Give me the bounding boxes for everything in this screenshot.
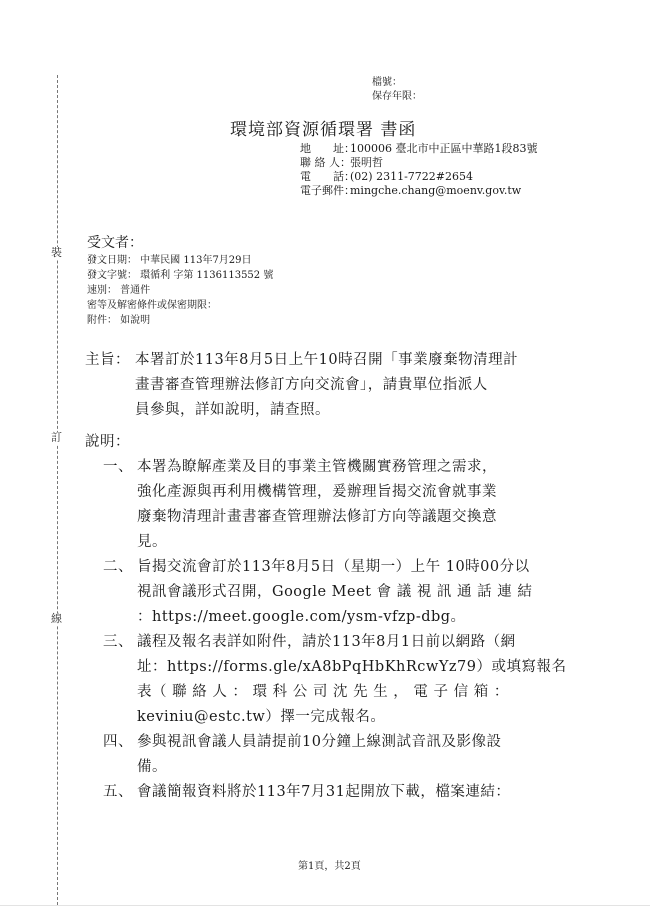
phone-value: (02) 2311-7722#2654 xyxy=(350,170,473,183)
item-line: 議程及報名表詳如附件，請於113年8月1日前以網路（網 xyxy=(137,634,516,650)
email-value: mingche.chang@moenv.gov.tw xyxy=(350,184,522,197)
email-row xyxy=(300,184,537,198)
contact-person-row xyxy=(300,156,537,170)
item-line: 視訊會議形式召開，Google Meet 會 議 視 訊 通 話 連 結 xyxy=(137,584,533,600)
binding-line xyxy=(57,75,58,905)
secrecy-class: 密等及解密條件或保密期限： xyxy=(87,300,217,311)
subject-line: 員參與，詳如說明，請查照。 xyxy=(135,402,330,418)
item-line: 旨揭交流會訂於113年8月5日（星期一）上午 10時00分以 xyxy=(137,559,530,575)
subject-line: 本署訂於113年8月5日上午10時召開「事業廢棄物清理計 xyxy=(135,352,519,368)
phone-label: 電 話： xyxy=(300,170,355,183)
binding-char-bottom: 線 xyxy=(51,612,62,625)
issue-date: 發文日期： 中華民國 113年7月29日 xyxy=(87,255,252,266)
issue-number: 發文字號： 環循利 字第 1136113552 號 xyxy=(87,270,274,281)
subject-label: 主旨： xyxy=(85,352,130,368)
item-line: 強化產源與再利用機構管理，爰辦理旨揭交流會就事業 xyxy=(137,484,497,500)
item-line: 會議簡報資料將於113年7月31起開放下載，檔案連結： xyxy=(137,784,511,800)
item-line: ：https://meet.google.com/ysm-vfzp-dbg。 xyxy=(137,609,466,625)
binding-char-middle: 訂 xyxy=(51,431,62,444)
page-bottom-edge xyxy=(0,905,650,906)
contact-person-label: 聯 絡 人： xyxy=(300,156,351,169)
item-line: keviniu@estc.tw）擇一完成報名。 xyxy=(137,709,386,725)
address-label: 地 址： xyxy=(300,142,355,155)
item-line: 參與視訊會議人員請提前10分鐘上線測試音訊及影像設 xyxy=(137,734,502,750)
speed-class: 速別： 普通件 xyxy=(87,285,151,296)
item-number: 五、 xyxy=(103,784,133,800)
file-number-label: 檔號： xyxy=(372,77,402,88)
email-label: 電子郵件： xyxy=(300,184,355,197)
contact-person-value: 張明哲 xyxy=(350,156,383,169)
subject-line: 畫書審查管理辦法修訂方向交流會」，請貴單位指派人 xyxy=(135,377,488,393)
explanation-label: 說明： xyxy=(85,434,130,450)
address-value: 100006 臺北市中正區中華路1段83號 xyxy=(350,142,538,155)
item-line: 廢棄物清理計畫書審查管理辦法修訂方向等議題交換意 xyxy=(137,509,497,525)
item-line: 備。 xyxy=(137,759,167,775)
item-line: 址：https://forms.gle/xA8bPqHbKhRcwYz79）或填寫報名 xyxy=(137,659,567,675)
item-line: 本署為瞭解產業及目的事業主管機關實務管理之需求， xyxy=(137,459,497,475)
attachment-note: 附件： 如說明 xyxy=(87,315,151,326)
item-number: 二、 xyxy=(103,559,133,575)
doc-info xyxy=(87,253,273,328)
page-footer: 第1頁，共2頁 xyxy=(298,861,361,872)
item-number: 三、 xyxy=(103,634,133,650)
contact-block xyxy=(300,142,537,198)
retention-label: 保存年限： xyxy=(372,91,422,102)
recipient-label: 受文者： xyxy=(87,235,143,251)
address-row xyxy=(300,142,537,156)
item-line: 見。 xyxy=(137,534,167,550)
item-line: 表（ 聯 絡 人 ： 環 科 公 司 沈 先 生 ， 電 子 信 箱 ： xyxy=(137,684,509,700)
phone-row xyxy=(300,170,537,184)
item-number: 四、 xyxy=(103,734,133,750)
binding-char-top: 裝 xyxy=(51,246,62,259)
document-title: 環境部資源循環署 書函 xyxy=(230,120,417,140)
item-number: 一、 xyxy=(103,459,133,475)
